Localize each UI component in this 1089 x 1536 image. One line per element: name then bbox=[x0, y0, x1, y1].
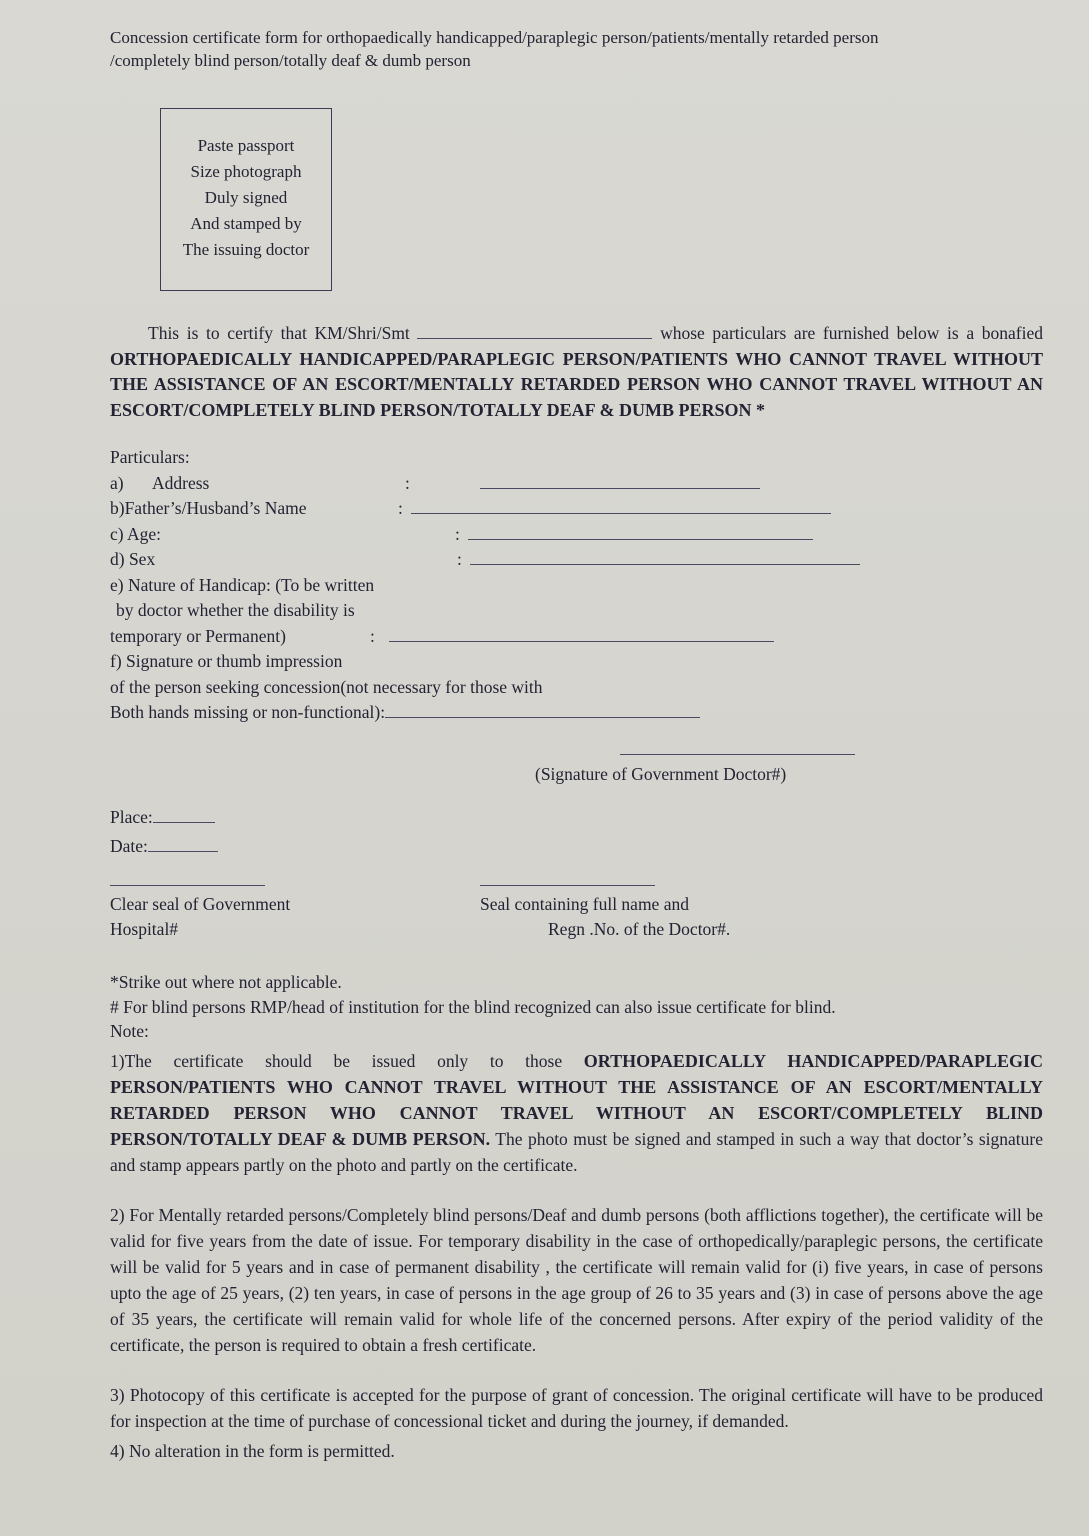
particulars-section bbox=[110, 445, 1043, 726]
particular-row-father-name bbox=[110, 496, 1043, 522]
note-2: 2) For Mentally retarded persons/Completely blind persons/Deaf and dumb persons (both afflictions together), the certificate will be valid for five years from the date of issue. For temporary disability in the case of orthopedically/paraplegic persons, the certificate will be valid for 5 years and in case of permanent disability , the certificate will remain valid for (i) five years, in case of persons upto the age of 25 years, (2) ten years, in case of persons in the age group of 26 to 35 years and (3) in case of persons above the age of 35 years, the certificate will remain valid for whole life of the concerned persons. After expiry of the period validity of the certificate, the person is required to obtain a fresh certificate. bbox=[110, 1204, 1043, 1355]
colon: : bbox=[457, 549, 462, 569]
father-name-blank-line bbox=[411, 499, 831, 514]
form-title bbox=[110, 26, 1043, 72]
particulars-heading: Particulars: bbox=[110, 447, 190, 467]
footnotes-block bbox=[110, 970, 1043, 1044]
form-title-line2: /completely blind person/totally deaf & dumb person bbox=[110, 51, 471, 70]
photo-box-line: And stamped by bbox=[190, 214, 302, 233]
photo-box-line: Paste passport bbox=[197, 136, 295, 155]
hospital-seal-column bbox=[110, 885, 480, 942]
doctor-signature-area bbox=[110, 742, 1043, 761]
place-blank-line bbox=[153, 808, 215, 823]
thumb-blank-line bbox=[385, 703, 700, 718]
certify-paragraph bbox=[110, 321, 1043, 423]
photo-box-line: Duly signed bbox=[204, 188, 288, 207]
photo-box-line: Size photograph bbox=[190, 162, 302, 181]
hospital-seal-rule bbox=[110, 885, 265, 886]
age-blank-line bbox=[468, 525, 813, 540]
doctor-signature-blank-line bbox=[620, 742, 855, 756]
note-1-bold: ORTHOPAEDICALLY HANDICAPPED/PARAPLEGIC PERSON/PATIENTS WHO CANNOT TRAVEL WITHOUT THE ASSISTANCE OF AN ESCORT/MENTALLY RETARDED PERSON WHO CANNOT TRAVEL WITHOUT AN ESCORT/COMPLETELY BLIND PERSON/TOTALLY DEAF & DUMB PERSON. bbox=[110, 1050, 1043, 1149]
certify-after-blank: whose particulars are furnished below is a bonafied bbox=[660, 323, 1043, 343]
particular-row-thumb bbox=[110, 700, 1043, 726]
sex-blank-line bbox=[470, 550, 860, 565]
note-1-tail: The photo must be signed and stamped in such a way that doctor’s signature and stamp appears partly on the photo and partly on the certificate. bbox=[110, 1128, 1043, 1175]
particular-label-father-name: b)Father’s/Husband’s Name bbox=[110, 498, 307, 518]
particular-row-address bbox=[110, 471, 1043, 497]
doctor-seal-line2: Regn .No. of the Doctor#. bbox=[548, 919, 731, 940]
particular-letter-a: a) bbox=[110, 472, 124, 493]
form-title-line1: Concession certificate form for orthopaedically handicapped/paraplegic person/patients/mentally retarded person bbox=[110, 28, 879, 47]
particular-label-sex: d) Sex bbox=[110, 549, 156, 569]
colon: : bbox=[405, 472, 410, 493]
colon: : bbox=[455, 523, 460, 544]
doctor-seal-line1: Seal containing full name and bbox=[480, 894, 689, 915]
footnote-blind: # For blind persons RMP/head of institution for the blind recognized can also issue certificate for blind. bbox=[110, 996, 836, 1017]
particular-signature-line2: of the person seeking concession(not necessary for those with bbox=[110, 676, 543, 697]
particular-text-address: Address bbox=[152, 472, 210, 493]
date-blank-line bbox=[148, 837, 218, 852]
date-row bbox=[110, 832, 1043, 861]
place-row bbox=[110, 803, 1043, 832]
photo-box-line: The issuing doctor bbox=[182, 240, 310, 259]
doctor-signature-caption: (Signature of Government Doctor#) bbox=[535, 764, 787, 785]
particular-row-sex bbox=[110, 547, 1043, 573]
particular-handicap-line2: by doctor whether the disability is bbox=[116, 600, 355, 620]
note-3: 3) Photocopy of this certificate is accepted for the purpose of grant of concession. The original certificate will have to be produced for inspection at the time of purchase of concessional ticket and during the journey, if demanded. bbox=[110, 1384, 1043, 1431]
doctor-seal-rule bbox=[480, 885, 655, 886]
particular-signature-line1: f) Signature or thumb impression bbox=[110, 651, 343, 671]
hospital-seal-line1: Clear seal of Government bbox=[110, 894, 291, 915]
colon: : bbox=[398, 498, 403, 518]
particular-label-thumb: Both hands missing or non-functional): bbox=[110, 702, 386, 722]
footnote-strike-out: *Strike out where not applicable. bbox=[110, 972, 342, 993]
particular-handicap-line1: e) Nature of Handicap: (To be written bbox=[110, 574, 375, 595]
certify-bold-text: ORTHOPAEDICALLY HANDICAPPED/PARAPLEGIC PERSON/PATIENTS WHO CANNOT TRAVEL WITHOUT THE ASSISTANCE OF AN ESCORT/MENTALLY RETARDED PERSON WHO CANNOT TRAVEL WITHOUT AN ESCORT/COMPLETELY BLIND PERSON/TOTALLY DEAF & DUMB PERSON * bbox=[110, 348, 1043, 420]
particular-label-age: c) Age: bbox=[110, 523, 162, 544]
name-blank-line bbox=[417, 324, 652, 339]
note-1 bbox=[110, 1048, 1043, 1178]
colon: : bbox=[370, 625, 375, 646]
note-1-lead: 1)The certificate should be issued only to those bbox=[110, 1050, 563, 1071]
photo-paste-box bbox=[160, 108, 332, 291]
footnote-note-label: Note: bbox=[110, 1021, 149, 1042]
place-date-block bbox=[110, 803, 1043, 861]
particular-row-handicap bbox=[110, 624, 1043, 650]
certify-lead: This is to certify that KM/Shri/Smt bbox=[148, 323, 410, 343]
doctor-seal-column bbox=[480, 885, 1043, 942]
hospital-seal-line2: Hospital# bbox=[110, 919, 179, 940]
particular-row-age bbox=[110, 522, 1043, 548]
place-label: Place: bbox=[110, 807, 153, 828]
particular-label-handicap: temporary or Permanent) bbox=[110, 625, 286, 646]
date-label: Date: bbox=[110, 836, 148, 857]
address-blank-line bbox=[480, 474, 760, 489]
handicap-blank-line bbox=[389, 627, 774, 642]
seals-block bbox=[110, 885, 1043, 942]
particular-label-address bbox=[110, 471, 405, 497]
note-4: 4) No alteration in the form is permitted. bbox=[110, 1440, 395, 1461]
